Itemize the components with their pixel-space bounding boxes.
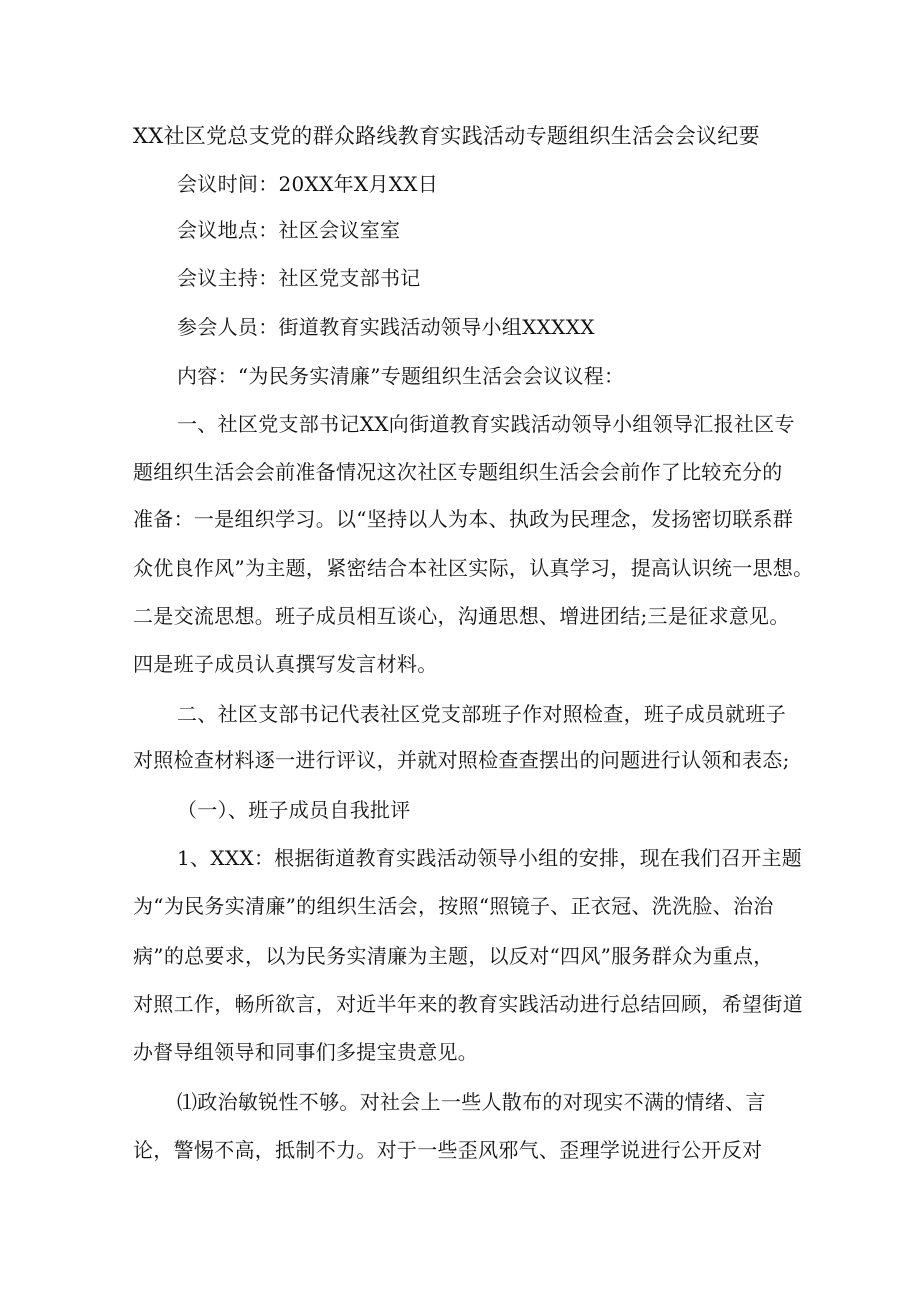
section1-line: 题组织生活会会前准备情况这次社区专题组织生活会会前作了比较充分的 [133,460,783,484]
meeting-place: 会议地点：社区会议室室 [177,218,401,242]
point1-line: 论，警惕不高，抵制不力。对于一些歪风邪气、歪理学说进行公开反对 [133,1138,763,1162]
subheading: （一）、班子成员自我批评 [177,798,411,822]
item1-line: 病”的总要求，以为民务实清廉为主题，以反对“四风”服务群众为重点， [133,944,774,968]
document-title: XX社区党总支党的群众路线教育实践活动专题组织生活会会议纪要 [133,124,760,148]
section2-line: 对照检查材料逐一进行评议，并就对照检查查摆出的问题进行认领和表态; [133,748,790,772]
item1-line: 为“为民务实清廉”的组织生活会，按照“照镜子、正衣冠、洗洗脸、治治 [133,894,774,918]
item1-line: 办督导组领导和同事们多提宝贵意见。 [133,1040,479,1064]
section1-line: 一、社区党支部书记XX向街道教育实践活动领导小组领导汇报社区专 [177,412,795,436]
point1-line: ⑴政治敏锐性不够。对社会上一些人散布的对现实不满的情绪、言 [177,1090,766,1114]
section1-line: 准备：一是组织学习。以“坚持以人为本、执政为民理念，发扬密切联系群 [133,507,794,531]
item1-line: 对照工作，畅所欲言，对近半年来的教育实践活动进行总结回顾，希望街道 [133,992,803,1016]
section1-line: 众优良作风”为主题，紧密结合本社区实际，认真学习，提高认识统一思想。 [133,556,814,580]
meeting-content: 内容：“为民务实清廉”专题组织生活会会议议程： [177,364,625,388]
meeting-host: 会议主持：社区党支部书记 [177,266,421,290]
item1-line: 1、XXX：根据街道教育实践活动领导小组的安排，现在我们召开主题 [177,846,803,870]
section1-line: 四是班子成员认真撰写发言材料。 [133,652,438,676]
section2-line: 二、社区支部书记代表社区党支部班子作对照检查，班子成员就班子 [177,702,786,726]
meeting-attendees: 参会人员：街道教育实践活动领导小组XXXXX [177,315,595,339]
meeting-time: 会议时间：20XX年X月XX日 [177,172,439,196]
section1-line: 二是交流思想。班子成员相互谈心，沟通思想、增进团结;三是征求意见。 [133,604,790,628]
